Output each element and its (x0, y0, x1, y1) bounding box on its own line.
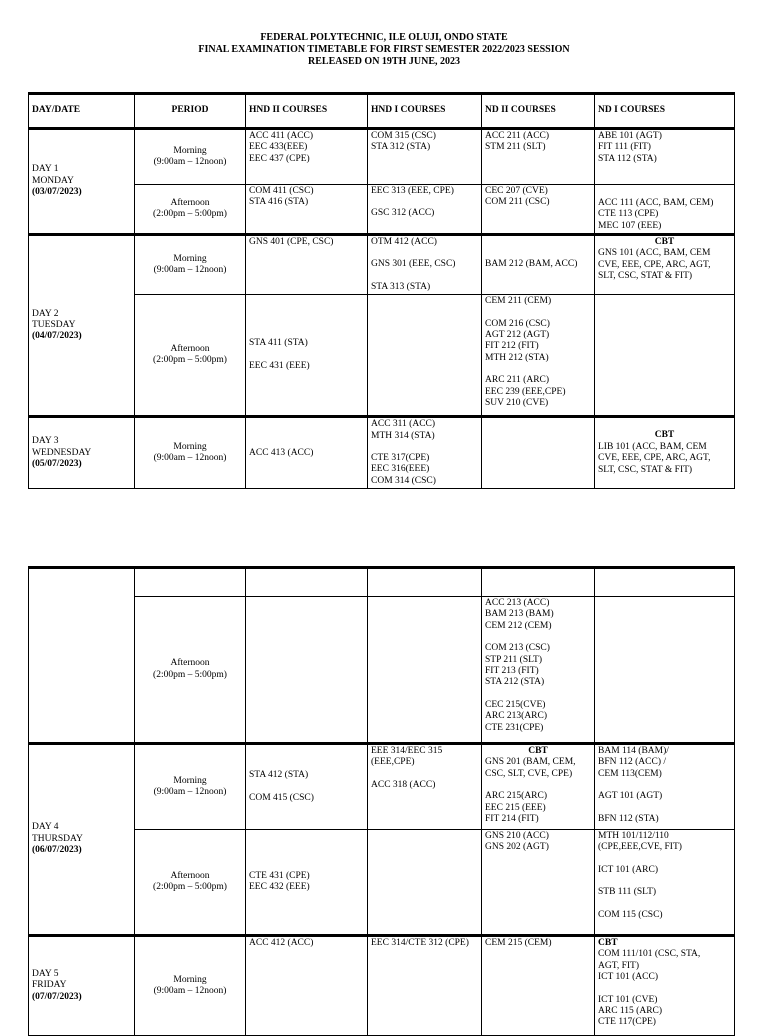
cell-d3a-nd2 (482, 597, 595, 744)
course-entry: COM 211 (CSC) (485, 197, 550, 208)
table-row (29, 129, 735, 185)
cell-d3a-hnd2 (246, 597, 368, 744)
cell-d2a-nd1 (595, 295, 735, 417)
course-entry: ACC 211 (ACC) (485, 131, 550, 141)
course-entry: CEC 215(CVE) (485, 699, 546, 710)
table-row (29, 597, 735, 744)
col-header-period: PERIOD (135, 94, 246, 129)
course-entry: COM 415 (CSC) (249, 792, 314, 803)
col-header-nd1: ND I COURSES (595, 94, 735, 129)
course-entry: ACC 412 (ACC) (249, 938, 314, 948)
day-cell-1 (29, 129, 135, 235)
course-entry: EEC 314/CTE 312 (CPE) (371, 938, 469, 948)
course-entry: MEC 107 (EEE) (598, 220, 662, 231)
course-entry: (03/07/2023) (32, 187, 82, 198)
course-entry: CTE 231(CPE) (485, 722, 544, 733)
table-row (29, 417, 735, 489)
course-entry: CEM 211 (CEM) (485, 296, 552, 307)
cell-d3a-nd1 (595, 597, 735, 744)
course-entry: (CPE,EEE,CVE, FIT) (598, 842, 682, 853)
course-entry: CBT (654, 237, 675, 247)
spacer (249, 350, 364, 361)
course-entry: Afternoon (170, 870, 210, 881)
course-entry: THURSDAY (32, 833, 83, 844)
timetable-title: FINAL EXAMINATION TIMETABLE FOR FIRST SEMESTER 2022/2023 SESSION (198, 44, 570, 55)
course-entry: GNS 401 (CPE, CSC) (249, 237, 334, 247)
course-entry: TUESDAY (32, 319, 76, 330)
course-entry: ACC 413 (ACC) (249, 447, 314, 458)
cell-d1a-nd2 (482, 185, 595, 235)
day-cell-3 (29, 417, 135, 489)
table-row (29, 936, 735, 1036)
spacer (485, 308, 591, 319)
course-entry: ICT 101 (ACC) (598, 972, 658, 983)
course-entry: GNS 210 (ACC) (485, 831, 549, 841)
course-entry: (9:00am – 12noon) (153, 453, 227, 464)
course-entry: COM 115 (CSC) (598, 909, 663, 920)
course-entry: CEM 113(CEM) (598, 768, 662, 779)
course-entry: FIT 212 (FIT) (485, 341, 539, 352)
course-entry: STA 412 (STA) (249, 770, 309, 781)
period-afternoon (135, 295, 246, 417)
course-entry: Morning (173, 253, 207, 264)
course-entry: EEC 432 (EEE) (249, 882, 310, 892)
course-entry: DAY 2 (32, 308, 59, 319)
course-entry: COM 213 (CSC) (485, 643, 550, 654)
cell-d4m-nd1 (595, 744, 735, 830)
course-entry: BAM 114 (BAM)/ (598, 746, 669, 756)
spacer (598, 876, 731, 887)
course-entry: STA 411 (STA) (249, 338, 308, 349)
course-entry: STA 112 (STA) (598, 153, 657, 164)
spacer (598, 803, 731, 814)
spacer (485, 364, 591, 375)
cell-d3m-nd2 (482, 417, 595, 489)
course-entry: STA 212 (STA) (485, 677, 545, 688)
course-entry: Afternoon (170, 343, 210, 354)
course-entry: BFN 112 (ACC) / (598, 757, 667, 768)
course-entry: EEE 314/EEC 315 (371, 746, 443, 756)
course-entry: COM 315 (CSC) (371, 131, 436, 141)
col-header-daydate: DAY/DATE (29, 94, 135, 129)
course-entry: (05/07/2023) (32, 458, 82, 469)
cell-d5m-nd2 (482, 936, 595, 1036)
spacer (371, 197, 478, 208)
cell-d1m-hnd2 (246, 129, 368, 185)
course-entry: AGT 101 (AGT) (598, 791, 663, 802)
course-entry: (06/07/2023) (32, 845, 82, 856)
course-entry: CTE 431 (CPE) (249, 870, 310, 881)
spacer (371, 248, 478, 259)
course-entry: CBT (654, 430, 675, 441)
course-entry: EEC 239 (EEE,CPE) (485, 386, 566, 397)
course-entry: Morning (173, 974, 207, 985)
course-entry: Morning (173, 145, 207, 156)
empty-cell (135, 568, 246, 597)
cell-d2a-nd2 (482, 295, 595, 417)
course-entry: EEC 316(EEE) (371, 464, 430, 475)
table-row (29, 295, 735, 417)
course-entry: CSC, SLT, CVE, CPE) (485, 768, 573, 779)
course-entry: STP 211 (SLT) (485, 654, 543, 665)
cell-d3m-hnd1 (368, 417, 482, 489)
col-header-hnd1: HND I COURSES (368, 94, 482, 129)
cell-d5m-nd1 (595, 936, 735, 1036)
course-entry: FRIDAY (32, 980, 67, 991)
table-row (29, 235, 735, 295)
course-entry: CEM 212 (CEM) (485, 620, 552, 631)
course-entry: DAY 3 (32, 436, 59, 447)
spacer (485, 780, 591, 791)
period-morning (135, 744, 246, 830)
header-row (29, 94, 735, 129)
timetable-page-1 (28, 92, 735, 489)
course-entry: BAM 212 (BAM, ACC) (485, 259, 578, 270)
course-entry: (9:00am – 12noon) (153, 787, 227, 797)
course-entry: EEC 431 (EEE) (249, 360, 310, 371)
table-row (29, 830, 735, 936)
course-entry: BAM 213 (BAM) (485, 609, 554, 620)
course-entry: CBT (598, 938, 618, 948)
day-cell-2 (29, 235, 135, 417)
cell-d5m-hnd1 (368, 936, 482, 1036)
course-entry: GNS 101 (ACC, BAM, CEM (598, 248, 711, 259)
cell-d2a-hnd1 (368, 295, 482, 417)
period-afternoon (135, 597, 246, 744)
course-entry: ACC 111 (ACC, BAM, CEM) (598, 197, 714, 208)
cell-d1m-nd2 (482, 129, 595, 185)
course-entry: GNS 301 (EEE, CSC) (371, 259, 456, 270)
course-entry: ARC 211 (ARC) (485, 375, 550, 386)
course-entry: ACC 213 (ACC) (485, 598, 550, 608)
course-entry: DAY 4 (32, 822, 59, 833)
course-entry: Afternoon (170, 197, 210, 208)
course-entry: DAY 1 (32, 164, 59, 175)
course-entry: (EEE,CPE) (371, 757, 415, 768)
course-entry: EEC 313 (EEE, CPE) (371, 186, 454, 196)
course-entry: (9:00am – 12noon) (153, 986, 227, 996)
cell-d4m-hnd1 (368, 744, 482, 830)
course-entry: WEDNESDAY (32, 447, 92, 458)
cell-d2m-hnd2 (246, 235, 368, 295)
course-entry: STA 313 (STA) (371, 281, 431, 292)
course-entry: Morning (173, 775, 207, 786)
cell-d2a-hnd2 (246, 295, 368, 417)
timetable-page-2 (28, 566, 735, 1036)
release-date: RELEASED ON 19TH JUNE, 2023 (308, 56, 460, 67)
course-entry: EEC 433(EEE) (249, 142, 308, 153)
course-entry: ARC 215(ARC) (485, 791, 548, 802)
period-afternoon (135, 830, 246, 936)
cell-d5m-hnd2 (246, 936, 368, 1036)
course-entry: (07/07/2023) (32, 991, 82, 1002)
cell-d2m-nd2 (482, 235, 595, 295)
course-entry: MTH 212 (STA) (485, 352, 549, 363)
course-entry: CTE 317(CPE) (371, 453, 430, 464)
course-entry: FIT 213 (FIT) (485, 666, 539, 677)
course-entry: STB 111 (SLT) (598, 887, 657, 898)
course-entry: GSC 312 (ACC) (371, 208, 435, 219)
day-cell-4 (29, 744, 135, 936)
course-entry: (9:00am – 12noon) (153, 157, 227, 167)
table-row (29, 185, 735, 235)
cell-d3a-hnd1 (368, 597, 482, 744)
cell-d3m-nd1 (595, 417, 735, 489)
empty-cell (595, 568, 735, 597)
cell-d1m-nd1 (595, 129, 735, 185)
cell-d4a-nd2 (482, 830, 595, 936)
course-entry: ACC 411 (ACC) (249, 131, 314, 141)
empty-cell (368, 568, 482, 597)
course-entry: SUV 210 (CVE) (485, 398, 549, 409)
course-entry: GNS 201 (BAM, CEM, (485, 757, 576, 768)
course-entry: AGT, FIT) (598, 960, 639, 971)
course-entry: MTH 101/112/110 (598, 831, 669, 841)
course-entry: (2:00pm – 5:00pm) (153, 669, 227, 680)
spacer (249, 782, 364, 793)
spacer (598, 984, 731, 995)
table-row (29, 568, 735, 597)
course-entry: ACC 318 (ACC) (371, 779, 436, 790)
course-entry: (9:00am – 12noon) (153, 265, 227, 276)
cell-d4m-hnd2 (246, 744, 368, 830)
course-entry: ARC 115 (ARC) (598, 1006, 663, 1017)
cell-d1m-hnd1 (368, 129, 482, 185)
course-entry: FIT 214 (FIT) (485, 814, 539, 825)
col-header-nd2: ND II COURSES (482, 94, 595, 129)
course-entry: Morning (173, 441, 207, 452)
cell-d4a-hnd2 (246, 830, 368, 936)
course-entry: FIT 111 (FIT) (598, 142, 651, 153)
course-entry: CTE 117(CPE) (598, 1017, 656, 1028)
period-morning (135, 417, 246, 489)
spacer (371, 769, 478, 780)
course-entry: CVE, EEE, CPE, ARC, AGT, (598, 259, 711, 270)
course-entry: GNS 202 (AGT) (485, 842, 549, 853)
course-entry: ICT 101 (CVE) (598, 994, 658, 1005)
course-entry: Afternoon (170, 658, 210, 669)
spacer (598, 854, 731, 865)
course-entry: (04/07/2023) (32, 331, 82, 342)
period-morning (135, 235, 246, 295)
document-header (0, 32, 768, 68)
course-entry: EEC 215 (EEE) (485, 802, 546, 813)
course-entry: BFN 112 (STA) (598, 813, 659, 824)
course-entry: ARC 213(ARC) (485, 711, 548, 722)
table-row (29, 744, 735, 830)
institution-title: FEDERAL POLYTECHNIC, ILE OLUJI, ONDO STATE (260, 32, 508, 43)
cell-d4a-nd1 (595, 830, 735, 936)
course-entry: CEM 215 (CEM) (485, 938, 552, 948)
cell-d1a-nd1 (595, 185, 735, 235)
spacer (371, 271, 478, 282)
spacer (371, 442, 478, 453)
spacer (485, 632, 591, 643)
course-entry: CVE, EEE, CPE, ARC, AGT, (598, 453, 711, 464)
cell-d1a-hnd2 (246, 185, 368, 235)
cell-d1a-hnd1 (368, 185, 482, 235)
period-afternoon (135, 185, 246, 235)
course-entry: COM 314 (CSC) (371, 475, 436, 486)
cell-d4a-hnd1 (368, 830, 482, 936)
course-entry: OTM 412 (ACC) (371, 237, 437, 247)
course-entry: SLT, CSC, STAT & FIT) (598, 464, 693, 475)
course-entry: ACC 311 (ACC) (371, 419, 436, 430)
course-entry: CBT (528, 746, 548, 756)
course-entry: (2:00pm – 5:00pm) (153, 209, 227, 219)
course-entry: COM 216 (CSC) (485, 318, 550, 329)
cell-d4m-nd2 (482, 744, 595, 830)
course-entry: LIB 101 (ACC, BAM, CEM (598, 441, 707, 452)
col-header-hnd2: HND II COURSES (246, 94, 368, 129)
empty-cell (482, 568, 595, 597)
course-entry: DAY 5 (32, 968, 59, 979)
course-entry: COM 111/101 (CSC, STA, (598, 949, 701, 960)
course-entry: COM 411 (CSC) (249, 186, 314, 196)
course-entry: EEC 437 (CPE) (249, 153, 310, 164)
course-entry: MONDAY (32, 175, 74, 186)
cell-d3m-hnd2 (246, 417, 368, 489)
cell-d2m-nd1 (595, 235, 735, 295)
course-entry: STM 211 (SLT) (485, 142, 546, 153)
cell-d2m-hnd1 (368, 235, 482, 295)
spacer (598, 780, 731, 791)
day-cell-3-continued (29, 568, 135, 744)
course-entry: CTE 113 (CPE) (598, 209, 659, 220)
course-entry: (2:00pm – 5:00pm) (153, 355, 227, 366)
course-entry: (2:00pm – 5:00pm) (153, 882, 227, 892)
period-morning (135, 129, 246, 185)
course-entry: SLT, CSC, STAT & FIT) (598, 271, 693, 282)
course-entry: STA 312 (STA) (371, 142, 431, 153)
course-entry: MTH 314 (STA) (371, 430, 435, 441)
period-morning (135, 936, 246, 1036)
course-entry: AGT 212 (AGT) (485, 330, 550, 341)
course-entry: STA 416 (STA) (249, 197, 309, 208)
day-cell-5 (29, 936, 135, 1036)
empty-cell (246, 568, 368, 597)
course-entry: ABE 101 (AGT) (598, 131, 662, 141)
course-entry: ICT 101 (ARC) (598, 864, 658, 875)
spacer (598, 899, 731, 910)
spacer (485, 689, 591, 700)
course-entry: CEC 207 (CVE) (485, 186, 548, 196)
